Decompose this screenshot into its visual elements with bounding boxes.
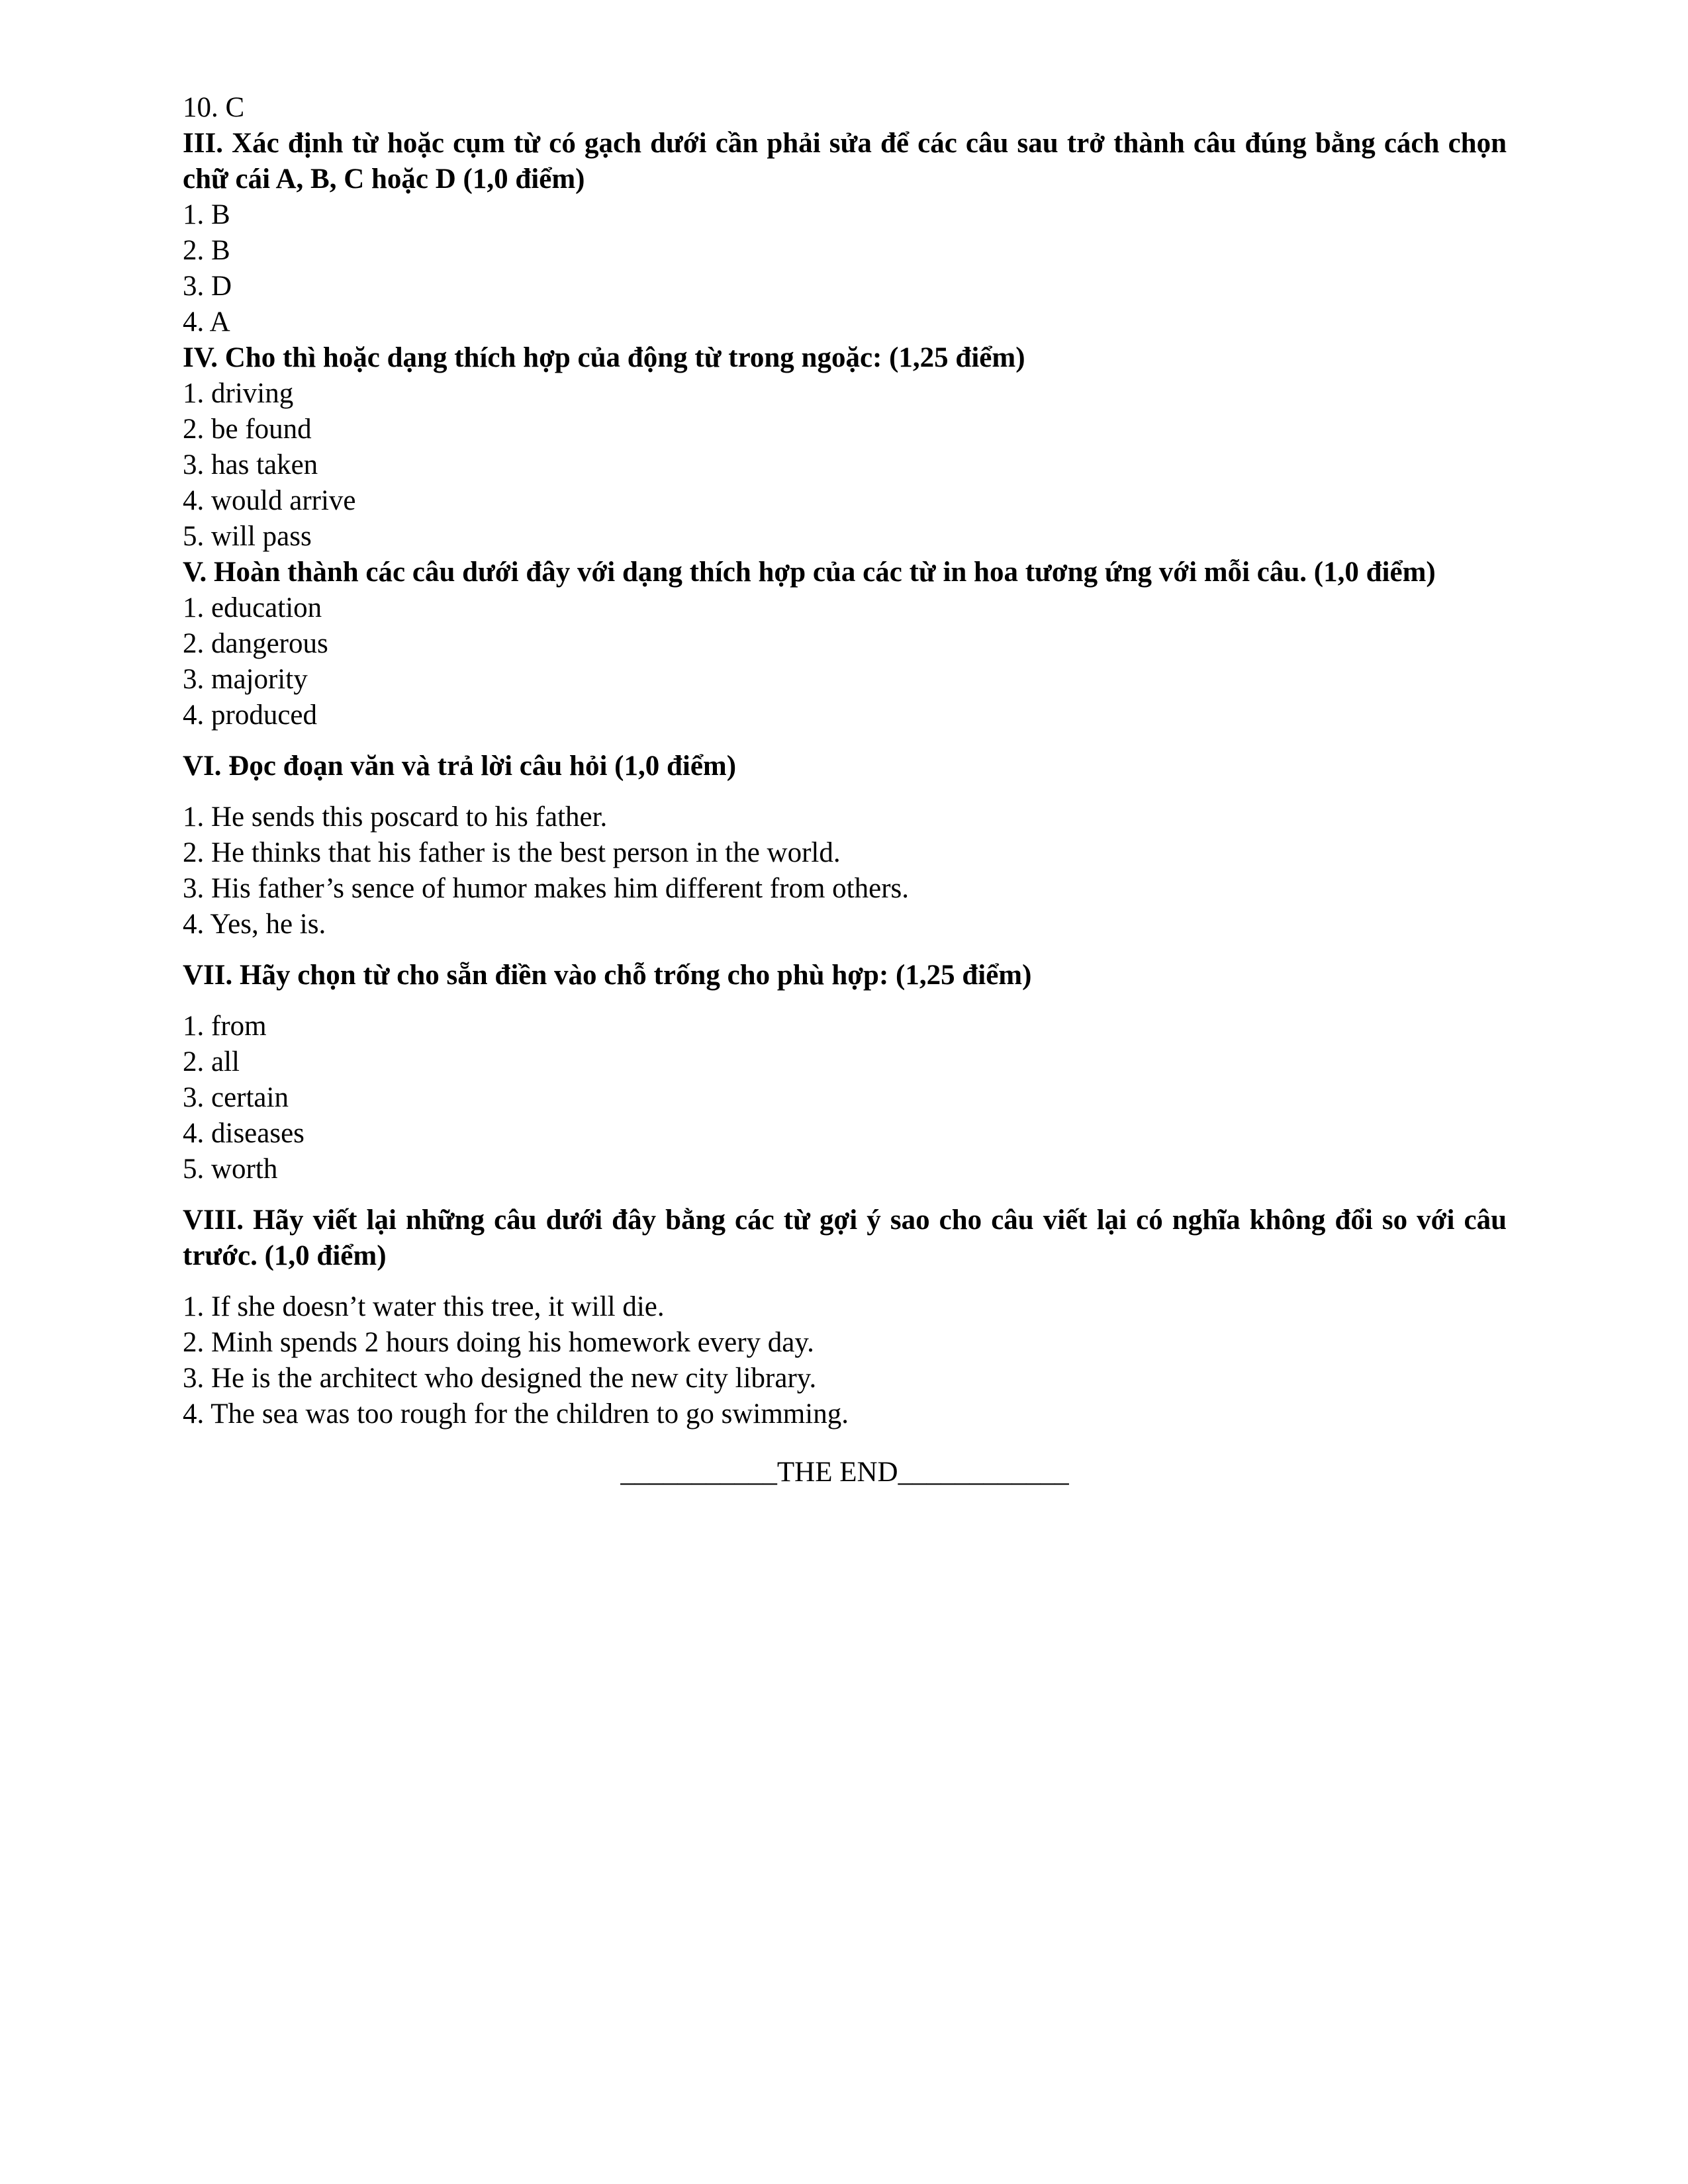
answer-item: 4. A [183,306,230,338]
section-vii-heading: VII. Hãy chọn từ cho sẵn điền vào chỗ trống cho phù hợp: (1,25 điểm) [183,960,1032,991]
section-v-heading: V. Hoàn thành các câu dưới đây với dạng thích hợp của các từ in hoa tương ứng với mỗi câu. (1,0 điểm) [183,557,1436,588]
answer-item: 5. will pass [183,521,312,552]
answer-item: 1. from [183,1011,267,1042]
answer-item: 2. B [183,235,230,266]
answer-item: 4. Yes, he is. [183,909,326,940]
answer-item: 3. D [183,271,232,302]
section-vi [183,749,1507,942]
answer-item: 4. The sea was too rough for the children to go swimming. [183,1398,849,1430]
answer-item: 1. B [183,199,230,230]
answer-item: 3. has taken [183,449,318,480]
answer-item: 2. dangerous [183,628,328,659]
section-iii-heading: III. Xác định từ hoặc cụm từ có gạch dưới cần phải sửa để các câu sau trở thành câu đúng bằng cách chọn chữ cái A, B, C hoặc D (1,0 điểm) [183,128,1507,195]
the-end-line: ___________THE END____________ [620,1457,1069,1488]
answer-item: 10. C [183,92,245,123]
answer-key-page [183,90,1507,1490]
section-iii [183,126,1507,340]
section-v [183,555,1507,733]
section-vii [183,958,1507,1187]
answer-item: 4. diseases [183,1118,305,1149]
answer-item: 1. driving [183,378,294,409]
answer-item: 3. certain [183,1082,289,1113]
section-iv-heading: IV. Cho thì hoặc dạng thích hợp của động từ trong ngoặc: (1,25 điểm) [183,342,1025,373]
answer-item: 3. His father’s sence of humor makes him different from others. [183,873,910,904]
section-vi-heading: VI. Đọc đoạn văn và trả lời câu hỏi (1,0 điểm) [183,751,737,782]
section-ii-tail [183,90,1507,126]
answer-item: 2. be found [183,414,312,445]
answer-item: 2. He thinks that his father is the best person in the world. [183,837,841,868]
section-viii [183,1203,1507,1432]
answer-item: 1. He sends this poscard to his father. [183,801,608,833]
answer-item: 1. If she doesn’t water this tree, it will die. [183,1291,665,1322]
answer-item: 3. majority [183,664,308,695]
answer-item: 2. all [183,1046,240,1077]
answer-item: 4. would arrive [183,485,356,516]
answer-item: 3. He is the architect who designed the new city library. [183,1363,817,1394]
answer-item: 5. worth [183,1154,278,1185]
answer-item: 4. produced [183,700,317,731]
section-viii-heading: VIII. Hãy viết lại những câu dưới đây bằng các từ gợi ý sao cho câu viết lại có nghĩa không đổi so với câu trước. (1,0 điểm) [183,1205,1507,1271]
answer-item: 1. education [183,592,322,623]
answer-item: 2. Minh spends 2 hours doing his homework every day. [183,1327,814,1358]
section-iv [183,340,1507,555]
